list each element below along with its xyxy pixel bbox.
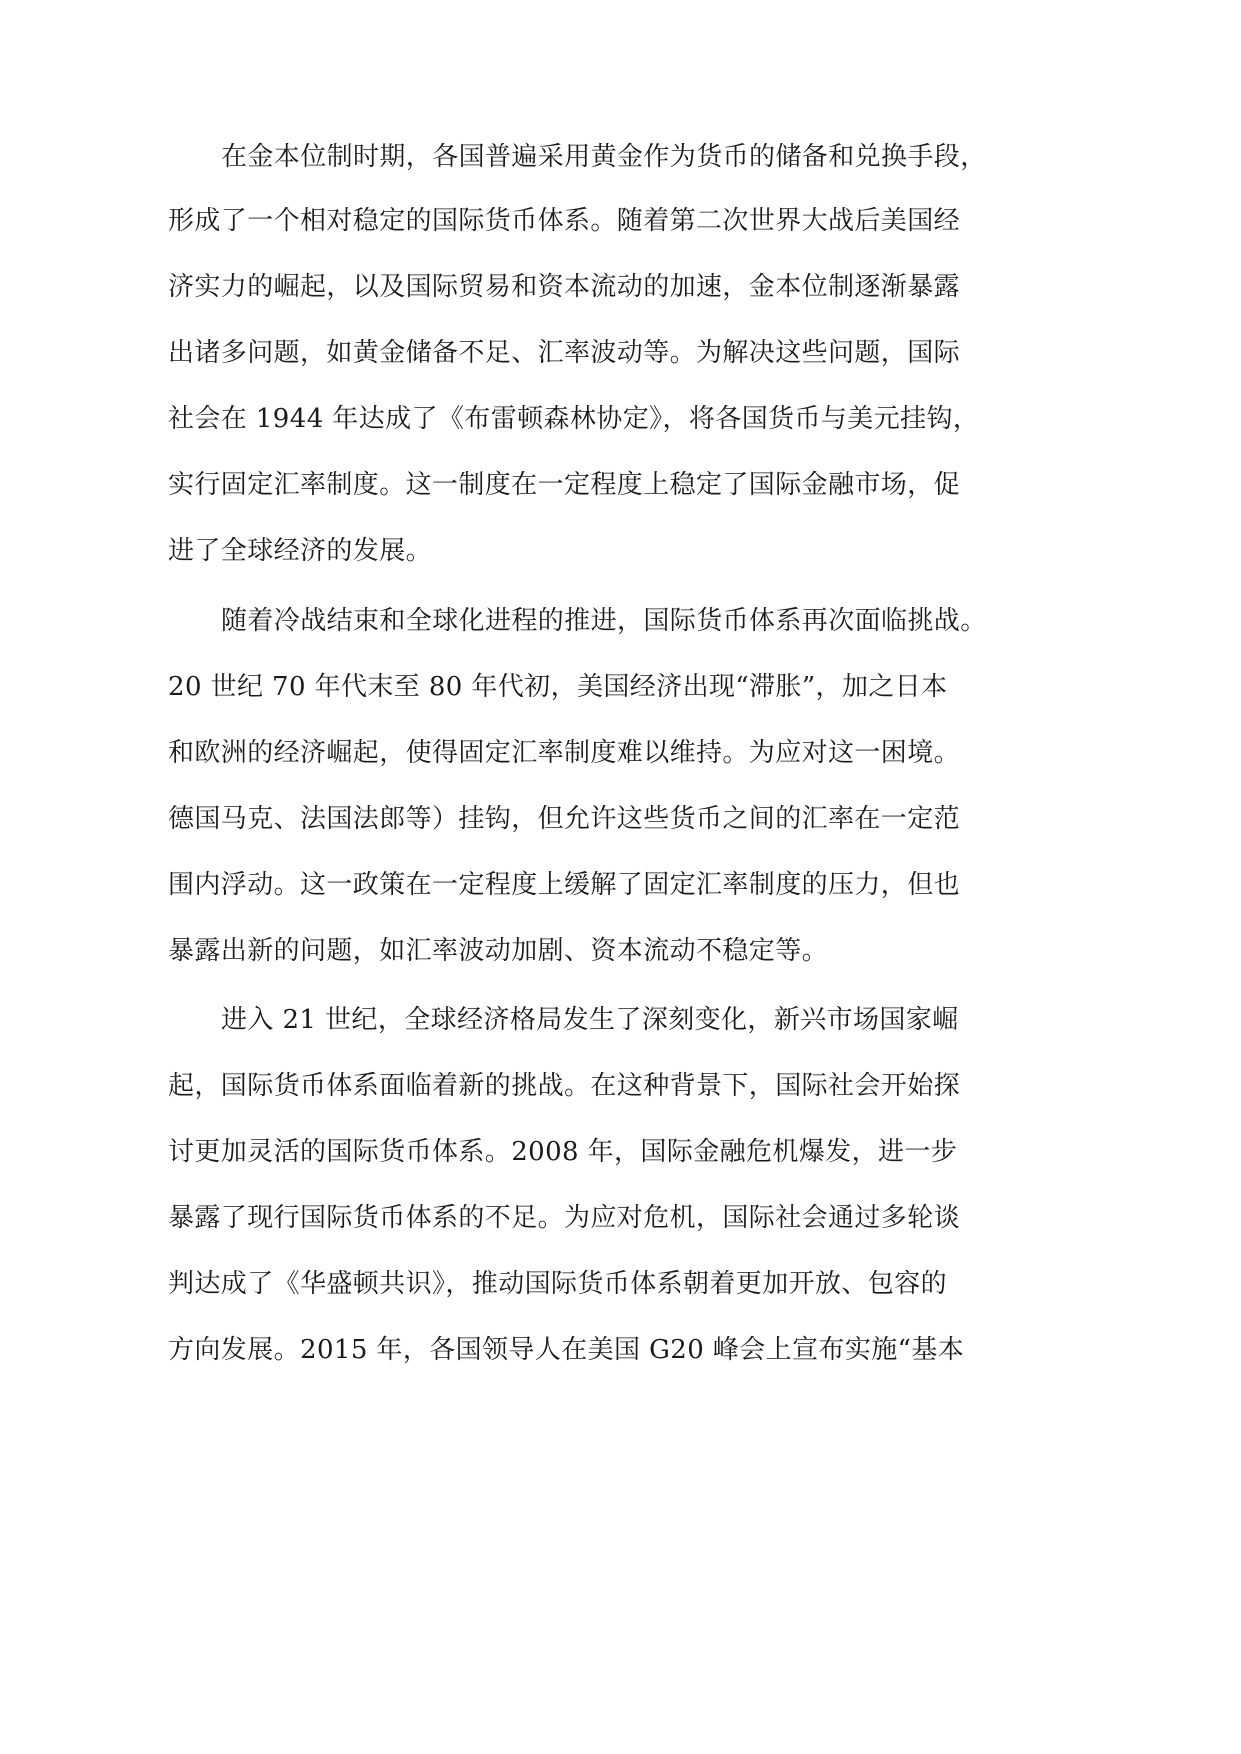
paragraph-3-line-2: 起，国际货币体系面临着新的挑战。在这种背景下，国际社会开始探 bbox=[168, 1071, 961, 1101]
paragraph-3-line-6: 方向发展。2015 年，各国领导人在美国 G20 峰会上宣布实施“基本 bbox=[168, 1335, 965, 1365]
paragraph-2-line-1: 随着冷战结束和全球化进程的推进，国际货币体系再次面临挑战。 bbox=[221, 606, 987, 636]
paragraph-1-line-5: 社会在 1944 年达成了《布雷顿森林协定》，将各国货币与美元挂钩， bbox=[168, 404, 980, 434]
paragraph-3-line-5: 判达成了《华盛顿共识》，推动国际货币体系朝着更加开放、包容的 bbox=[168, 1269, 948, 1299]
paragraph-1-line-6: 实行固定汇率制度。这一制度在一定程度上稳定了国际金融市场，促 bbox=[168, 470, 961, 500]
paragraph-3-line-1: 进入 21 世纪，全球经济格局发生了深刻变化，新兴市场国家崛 bbox=[221, 1005, 959, 1035]
paragraph-1-line-2: 形成了一个相对稳定的国际货币体系。随着第二次世界大战后美国经 bbox=[168, 206, 961, 236]
paragraph-3-line-4: 暴露了现行国际货币体系的不足。为应对危机，国际社会通过多轮谈 bbox=[168, 1203, 961, 1233]
paragraph-1-line-1: 在金本位制时期，各国普遍采用黄金作为货币的储备和兑换手段， bbox=[221, 142, 987, 172]
paragraph-2-line-6: 暴露出新的问题，如汇率波动加剧、资本流动不稳定等。 bbox=[168, 936, 829, 966]
paragraph-3-line-3: 讨更加灵活的国际货币体系。2008 年，国际金融危机爆发，进一步 bbox=[168, 1137, 958, 1167]
paragraph-2-line-3: 和欧洲的经济崛起，使得固定汇率制度难以维持。为应对这一困境。 bbox=[168, 738, 961, 768]
paragraph-1-line-7: 进了全球经济的发展。 bbox=[168, 536, 433, 566]
paragraph-2-line-5: 围内浮动。这一政策在一定程度上缓解了固定汇率制度的压力，但也 bbox=[168, 870, 961, 900]
paragraph-2-line-2: 20 世纪 70 年代末至 80 年代初，美国经济出现“滞胀”，加之日本 bbox=[168, 672, 948, 702]
paragraph-1-line-3: 济实力的崛起，以及国际贸易和资本流动的加速，金本位制逐渐暴露 bbox=[168, 272, 961, 302]
paragraph-2-line-4: 德国马克、法国法郎等）挂钩，但允许这些货币之间的汇率在一定范 bbox=[168, 804, 961, 834]
paragraph-1-line-4: 出诸多问题，如黄金储备不足、汇率波动等。为解决这些问题，国际 bbox=[168, 338, 961, 368]
